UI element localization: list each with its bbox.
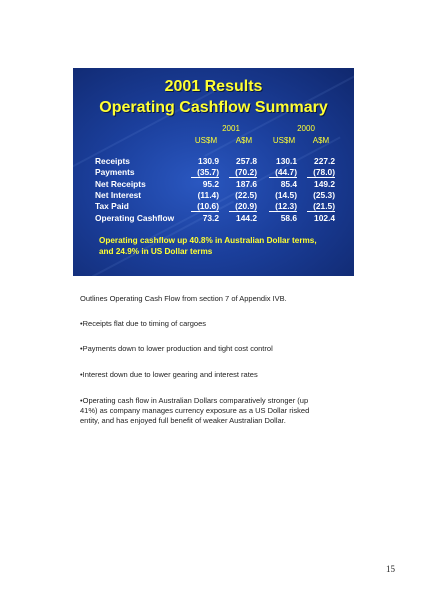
table-row	[95, 179, 354, 189]
slide-subtitle: Operating Cashflow Summary	[99, 99, 328, 116]
notes-bullet-multiline	[80, 396, 350, 426]
table-cell: 227.2	[314, 156, 335, 166]
table-cell: (22.5)	[235, 190, 257, 200]
page-number: 15	[386, 564, 395, 574]
column-header: US$M	[194, 136, 218, 145]
row-label: Net Interest	[95, 190, 142, 200]
table-cell: (35.7)	[191, 167, 219, 178]
slide-title: 2001 Results	[164, 78, 263, 95]
table-cell: (12.3)	[269, 201, 297, 212]
table-row	[95, 167, 354, 177]
table-cell: 58.6	[280, 213, 297, 223]
notes-bullet: •Receipts flat due to timing of cargoes	[80, 319, 207, 328]
column-header: A$M	[235, 136, 253, 145]
row-label: Payments	[95, 167, 135, 177]
table-cell: (11.4)	[197, 190, 219, 200]
table-row	[95, 190, 354, 200]
notes-bullet: •Interest down due to lower gearing and interest rates	[80, 370, 258, 379]
table-cell: 257.8	[236, 156, 257, 166]
table-cell: 95.2	[202, 179, 219, 189]
notes-bullet-line: 41%) as company manages currency exposure as a US Dollar risked	[80, 406, 310, 415]
slide-note-line: and 24.9% in US Dollar terms	[99, 247, 213, 256]
table-cell: 149.2	[314, 179, 335, 189]
year-header-2000: 2000	[297, 124, 315, 133]
table-cell: (21.5)	[307, 201, 335, 212]
slide-image	[73, 68, 354, 276]
column-header: A$M	[312, 136, 330, 145]
column-header: US$M	[272, 136, 296, 145]
notes-bullet-line: entity, and has enjoyed full benefit of weaker Australian Dollar.	[80, 416, 286, 425]
table-cell: 85.4	[280, 179, 297, 189]
row-label: Net Receipts	[95, 179, 146, 189]
table-row	[95, 156, 354, 166]
table-cell: (20.9)	[229, 201, 257, 212]
table-cell: (44.7)	[269, 167, 297, 178]
notes-bullet-line: •Operating cash flow in Australian Dollars comparatively stronger (up	[80, 396, 309, 405]
table-cell: 187.6	[236, 179, 257, 189]
table-cell: 73.2	[202, 213, 219, 223]
year-header-2001: 2001	[222, 124, 240, 133]
table-row	[95, 201, 354, 211]
notes-intro: Outlines Operating Cash Flow from section 7 of Appendix IVB.	[80, 294, 287, 303]
table-cell: (70.2)	[229, 167, 257, 178]
notes-bullet: •Payments down to lower production and tight cost control	[80, 344, 273, 353]
table-cell: (78.0)	[307, 167, 335, 178]
table-cell: 102.4	[314, 213, 335, 223]
table-cell: 130.9	[198, 156, 219, 166]
table-cell: (14.5)	[275, 190, 297, 200]
table-cell: 130.1	[276, 156, 297, 166]
row-label: Receipts	[95, 156, 130, 166]
slide-note	[99, 235, 344, 257]
table-cell: 144.2	[236, 213, 257, 223]
table-cell: (10.6)	[191, 201, 219, 212]
row-label: Tax Paid	[95, 201, 129, 211]
table-cell: (25.3)	[313, 190, 335, 200]
row-label: Operating Cashflow	[95, 213, 175, 223]
slide-note-line: Operating cashflow up 40.8% in Australian Dollar terms,	[99, 236, 317, 245]
table-row	[95, 213, 354, 223]
